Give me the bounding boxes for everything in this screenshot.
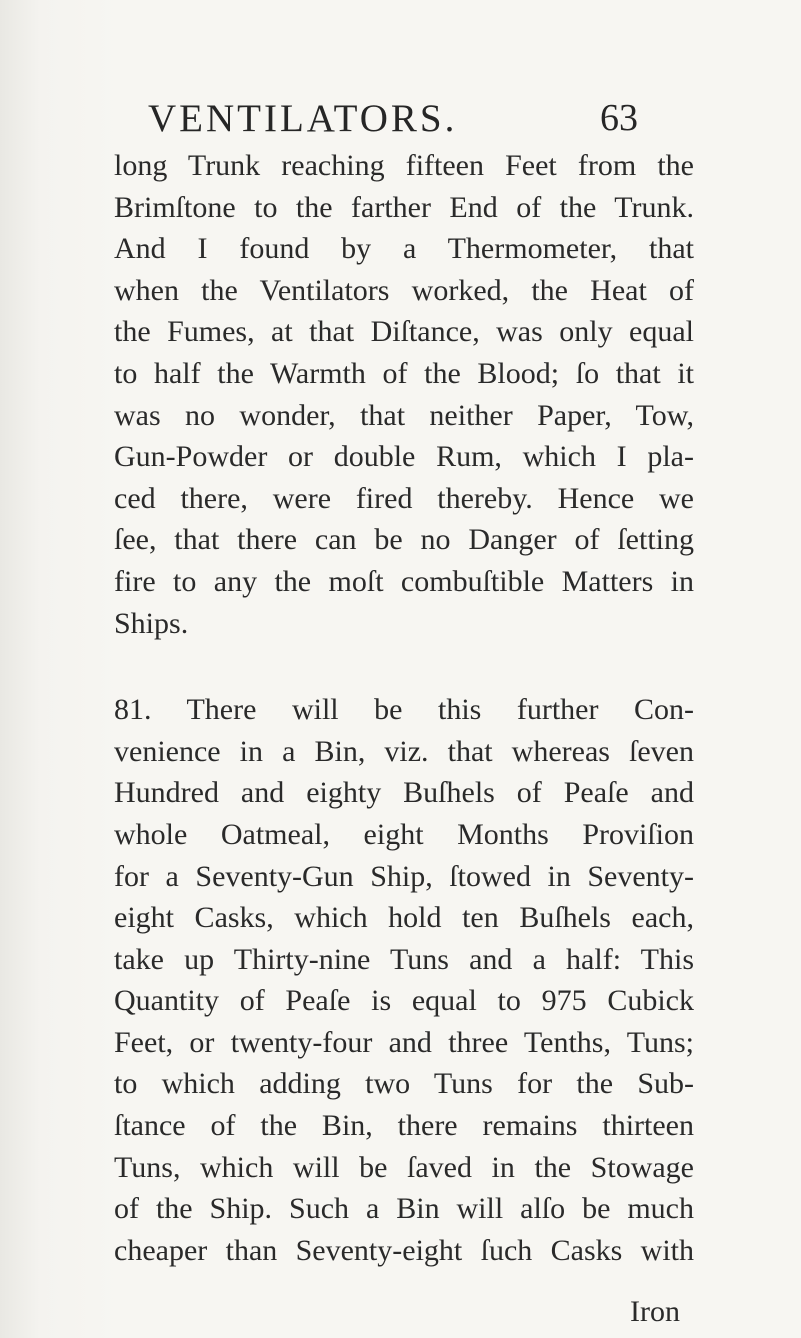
text-line: of the Ship. Such a Bin will alſo be much (114, 1192, 694, 1226)
text-line: Quantity of Peaſe is equal to 975 Cubick (114, 984, 694, 1018)
body-text (114, 145, 694, 1271)
text-line: take up Thirty-nine Tuns and a half: This (114, 942, 694, 976)
text-line: the Fumes, at that Diſtance, was only equal (114, 315, 694, 349)
text-line: Hundred and eighty Buſhels of Peaſe and (114, 776, 694, 810)
text-line: venience in a Bin, viz. that whereas ſeven (114, 734, 694, 768)
text-line: Brimſtone to the farther End of the Trunk. (114, 190, 694, 224)
catchword: Iron (630, 1295, 680, 1328)
text-line: was no wonder, that neither Paper, Tow, (114, 398, 694, 432)
text-line: Gun-Powder or double Rum, which I pla- (114, 440, 694, 474)
page-number: 63 (600, 97, 638, 139)
text-line: ſee, that there can be no Danger of ſetting (114, 523, 694, 557)
text-line: ced there, were fired thereby. Hence we (114, 481, 694, 515)
text-line: when the Ventilators worked, the Heat of (114, 273, 694, 307)
text-line: Tuns, which will be ſaved in the Stowage (114, 1150, 694, 1184)
text-line: ſtance of the Bin, there remains thirteen (114, 1109, 694, 1143)
text-line: to which adding two Tuns for the Sub- (114, 1067, 694, 1101)
text-line: whole Oatmeal, eight Months Proviſion (114, 817, 694, 851)
text-line: Feet, or twenty-four and three Tenths, Tuns; (114, 1025, 694, 1059)
paragraph-gap (114, 644, 694, 689)
text-line: cheaper than Seventy-eight ſuch Casks with (114, 1233, 694, 1267)
text-line: eight Casks, which hold ten Buſhels each, (114, 901, 694, 935)
text-line: long Trunk reaching fifteen Feet from the (114, 149, 694, 182)
text-line: And I found by a Thermometer, that (114, 232, 694, 266)
running-header (148, 96, 638, 144)
text-line: Ships. (114, 606, 189, 640)
paragraph-1 (114, 145, 694, 644)
text-line: 81. There will be this further Con- (114, 693, 694, 727)
text-line: to half the Warmth of the Blood; ſo that it (114, 356, 694, 390)
text-line: for a Seventy-Gun Ship, ſtowed in Seventy- (114, 859, 694, 893)
text-line: fire to any the moſt combuſtible Matters in (114, 564, 694, 598)
running-title: VENTILATORS. (148, 97, 458, 140)
paragraph-2 (114, 689, 694, 1271)
